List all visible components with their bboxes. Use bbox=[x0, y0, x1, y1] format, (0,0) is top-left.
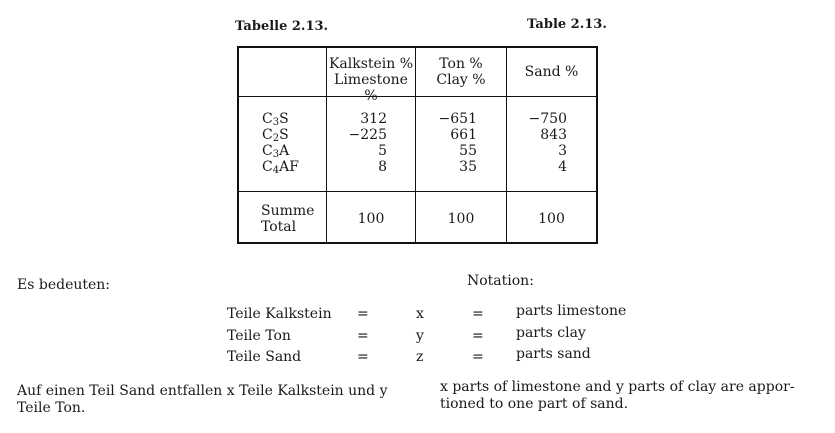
value-cell: 661 bbox=[450, 127, 477, 143]
equals-sign: = bbox=[357, 328, 369, 344]
value-cell: 55 bbox=[459, 143, 477, 159]
sand-values bbox=[521, 111, 567, 175]
equals-sign: = bbox=[472, 349, 484, 365]
value-cell: −225 bbox=[348, 127, 387, 143]
equals-sign: = bbox=[472, 328, 484, 344]
value-cell: 5 bbox=[378, 143, 387, 159]
clay-values bbox=[429, 111, 477, 175]
definition-english: parts limestone bbox=[516, 303, 627, 319]
definition-english: parts clay bbox=[516, 325, 586, 341]
total-clay: 100 bbox=[447, 211, 475, 227]
paragraph-english: x parts of limestone and y parts of clay are appor- tioned to one part of sand. bbox=[440, 379, 795, 412]
total-limestone: 100 bbox=[357, 211, 385, 227]
row-label: $C_4AF$ bbox=[262, 159, 299, 176]
value-cell: 35 bbox=[459, 159, 477, 175]
variable: x bbox=[416, 306, 424, 322]
notation-label: Notation: bbox=[467, 273, 534, 289]
variable: z bbox=[416, 349, 424, 365]
header-sand: Sand % bbox=[524, 64, 579, 80]
composition-table bbox=[237, 46, 598, 244]
total-divider bbox=[239, 191, 596, 192]
equals-sign: = bbox=[357, 306, 369, 322]
value-cell: −750 bbox=[528, 111, 567, 127]
value-cell: 8 bbox=[378, 159, 387, 175]
paragraph-german: Auf einen Teil Sand entfallen x Teile Kalkstein und y Teile Ton. bbox=[17, 383, 388, 416]
total-label: Summe Total bbox=[261, 203, 315, 235]
caption-english: Table 2.13. bbox=[527, 17, 607, 32]
value-cell: 843 bbox=[540, 127, 567, 143]
definition-german: Teile Sand bbox=[227, 349, 302, 365]
row-label: $C_3S$ bbox=[262, 111, 289, 128]
definition-german: Teile Kalkstein bbox=[227, 306, 332, 322]
limestone-values bbox=[339, 111, 387, 175]
value-cell: 312 bbox=[360, 111, 387, 127]
row-label: $C_2S$ bbox=[262, 127, 289, 144]
equals-sign: = bbox=[357, 349, 369, 365]
row-label: $C_3A$ bbox=[262, 143, 290, 160]
caption-german: Tabelle 2.13. bbox=[235, 19, 329, 34]
value-cell: −651 bbox=[438, 111, 477, 127]
header-limestone: Kalkstein % Limestone % bbox=[328, 56, 414, 104]
variable: y bbox=[416, 328, 424, 344]
header-clay: Ton % Clay % bbox=[436, 56, 486, 88]
header-divider bbox=[239, 96, 596, 97]
row-labels bbox=[262, 111, 299, 175]
definition-english: parts sand bbox=[516, 346, 591, 362]
definition-german: Teile Ton bbox=[227, 328, 291, 344]
total-sand: 100 bbox=[538, 211, 565, 227]
es-bedeuten-label: Es bedeuten: bbox=[17, 277, 111, 293]
value-cell: 3 bbox=[558, 143, 567, 159]
equals-sign: = bbox=[472, 306, 484, 322]
value-cell: 4 bbox=[558, 159, 567, 175]
